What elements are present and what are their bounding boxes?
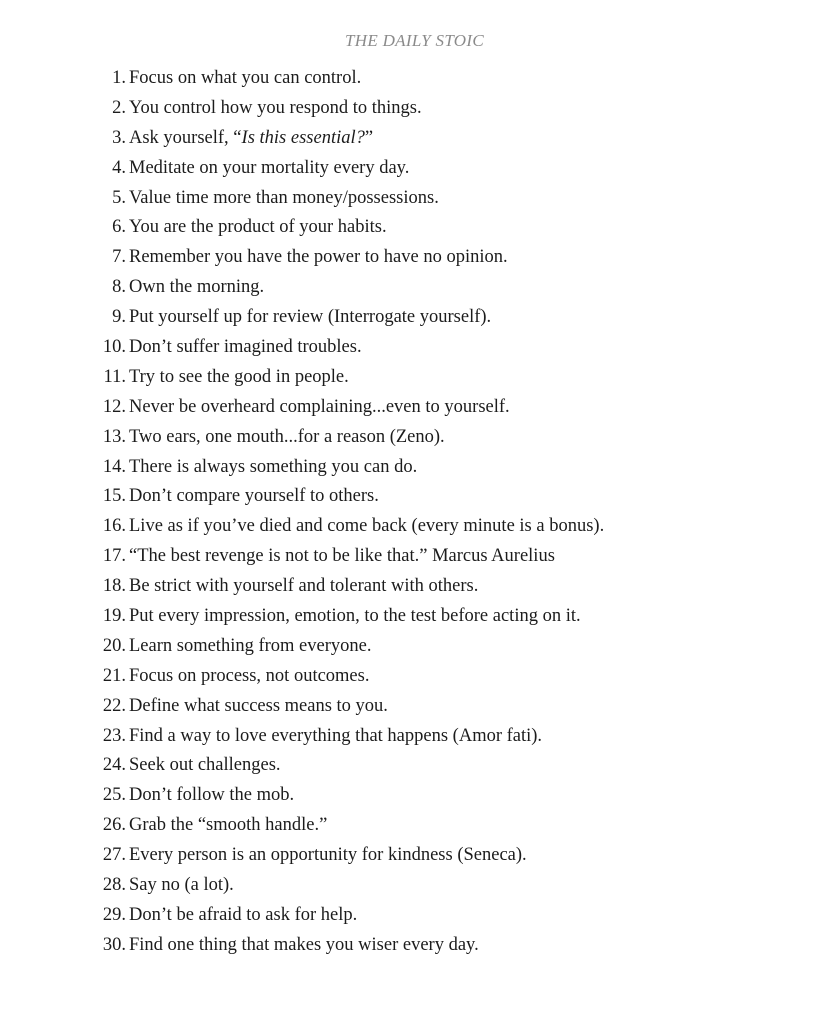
list-item-text <box>129 692 388 722</box>
list-item <box>0 871 829 901</box>
list-item-text-part: Say no (a lot). <box>129 875 234 896</box>
list-item <box>0 542 829 572</box>
list-item-text <box>129 213 387 243</box>
list-item-number: 27. <box>102 845 126 866</box>
list-item <box>0 303 829 333</box>
list-item-text <box>129 542 555 572</box>
list-item <box>0 632 829 662</box>
list-item <box>0 94 829 124</box>
list-item-text <box>129 243 508 273</box>
list-item-number: 12. <box>102 396 126 417</box>
list-item-text-part: Every person is an opportunity for kindness (Seneca). <box>129 845 527 866</box>
list-item <box>0 781 829 811</box>
list-item-number: 9. <box>112 307 126 328</box>
list-item-text <box>129 751 281 781</box>
list-item-text <box>129 901 357 931</box>
list-item-text-part: Value time more than money/possessions. <box>129 187 439 208</box>
list-item-text <box>129 94 422 124</box>
list-item-number: 30. <box>102 934 126 955</box>
list-item-text <box>129 572 478 602</box>
stoic-principles-list <box>0 64 829 961</box>
list-item-text <box>129 423 445 453</box>
list-item-text-part: Never be overheard complaining...even to yourself. <box>129 396 510 417</box>
list-item-number: 7. <box>112 247 126 268</box>
list-item-text <box>129 303 491 333</box>
list-item <box>0 931 829 961</box>
list-item-text-part: “The best revenge is not to be like that.” Marcus Aurelius <box>129 546 555 567</box>
list-item-text <box>129 273 264 303</box>
list-item-number: 16. <box>102 516 126 537</box>
list-item-text <box>129 453 417 483</box>
list-item-text-part: Focus on what you can control. <box>129 68 362 88</box>
list-item-number: 22. <box>102 695 126 716</box>
list-item-text <box>129 931 479 961</box>
list-item <box>0 692 829 722</box>
list-item-text-part: Focus on process, not outcomes. <box>129 665 370 686</box>
list-item-text <box>129 632 371 662</box>
list-item-text-part: Live as if you’ve died and come back (every minute is a bonus). <box>129 516 605 537</box>
list-item <box>0 662 829 692</box>
list-item-text-part: Grab the “smooth handle.” <box>129 815 328 836</box>
list-item-text-part: Don’t suffer imagined troubles. <box>129 337 362 358</box>
list-item-number: 20. <box>102 635 126 656</box>
list-item-text-part: Don’t follow the mob. <box>129 785 295 806</box>
list-item <box>0 512 829 542</box>
list-item <box>0 363 829 393</box>
list-item-text-part: Remember you have the power to have no opinion. <box>129 247 508 268</box>
list-item-number: 2. <box>112 97 126 118</box>
list-item <box>0 333 829 363</box>
list-item-text <box>129 871 234 901</box>
list-item-number: 18. <box>102 576 126 597</box>
list-item-text-part: Try to see the good in people. <box>129 366 349 387</box>
list-item-text-part: Learn something from everyone. <box>129 635 372 656</box>
list-item-number: 3. <box>112 127 126 148</box>
list-item-text-part: ” <box>364 127 374 148</box>
list-item-text <box>129 482 379 512</box>
list-item <box>0 751 829 781</box>
list-item-text-part: Define what success means to you. <box>129 695 388 716</box>
list-item-text <box>129 841 527 871</box>
list-item-number: 4. <box>112 157 126 178</box>
list-item-text <box>129 662 369 692</box>
list-item-text-part: You control how you respond to things. <box>129 97 422 118</box>
list-item <box>0 273 829 303</box>
list-item-number: 13. <box>102 426 126 447</box>
list-item <box>0 423 829 453</box>
list-item-text-part: Two ears, one mouth...for a reason (Zeno). <box>129 426 445 447</box>
list-item <box>0 213 829 243</box>
list-item-text <box>129 811 327 841</box>
list-item-number: 5. <box>112 187 126 208</box>
list-item-number: 19. <box>102 606 126 627</box>
list-item-number: 23. <box>102 725 126 746</box>
list-item <box>0 901 829 931</box>
list-item <box>0 243 829 273</box>
list-item-text <box>129 154 409 184</box>
list-item <box>0 841 829 871</box>
list-item-text-part: There is always something you can do. <box>129 456 418 477</box>
list-item-number: 26. <box>102 815 126 836</box>
list-item-text <box>129 393 510 423</box>
list-item-number: 17. <box>102 546 126 567</box>
list-item-number: 15. <box>102 486 126 507</box>
list-item-number: 25. <box>102 785 126 806</box>
list-item <box>0 64 829 94</box>
list-item-text-part: Don’t compare yourself to others. <box>129 486 379 507</box>
list-item-text-part: Don’t be afraid to ask for help. <box>129 904 358 925</box>
list-item-number: 28. <box>102 875 126 896</box>
list-item-text <box>129 184 439 214</box>
list-item-text-part: Ask yourself, “ <box>129 127 242 148</box>
list-item-text-part: Find one thing that makes you wiser every day. <box>129 934 479 955</box>
list-item <box>0 124 829 154</box>
list-item <box>0 453 829 483</box>
document-title: THE DAILY STOIC <box>345 31 484 50</box>
list-item-number: 6. <box>112 217 126 238</box>
list-item <box>0 184 829 214</box>
list-item-text-part: Be strict with yourself and tolerant with others. <box>129 576 479 597</box>
list-item <box>0 572 829 602</box>
list-item-number: 10. <box>102 337 126 358</box>
list-item <box>0 393 829 423</box>
list-item-text <box>129 512 604 542</box>
list-item-number: 29. <box>102 904 126 925</box>
list-item-text-part: Own the morning. <box>129 277 265 298</box>
list-item-text <box>129 363 349 393</box>
list-item-text <box>129 602 581 632</box>
list-item-text-part: Meditate on your mortality every day. <box>129 157 410 178</box>
list-item-text-part: Find a way to love everything that happens (Amor fati). <box>129 725 543 746</box>
list-item-text <box>129 124 373 154</box>
list-item-number: 8. <box>112 277 126 298</box>
list-item-number: 1. <box>112 68 126 88</box>
list-item <box>0 722 829 752</box>
list-item-text <box>129 781 294 811</box>
list-item-text-part: Put every impression, emotion, to the test before acting on it. <box>129 606 581 627</box>
list-item-text <box>129 722 542 752</box>
list-item-emphasis: Is this essential? <box>241 127 365 148</box>
list-item-number: 11. <box>103 366 126 387</box>
list-item <box>0 154 829 184</box>
list-item-number: 24. <box>102 755 126 776</box>
list-item-text <box>129 64 361 94</box>
list-item-text-part: Seek out challenges. <box>129 755 281 776</box>
list-item <box>0 602 829 632</box>
list-item <box>0 811 829 841</box>
list-item-text-part: You are the product of your habits. <box>129 217 387 238</box>
list-item-number: 21. <box>102 665 126 686</box>
list-item-number: 14. <box>102 456 126 477</box>
list-item-text-part: Put yourself up for review (Interrogate yourself). <box>129 307 492 328</box>
list-item <box>0 482 829 512</box>
list-item-text <box>129 333 362 363</box>
